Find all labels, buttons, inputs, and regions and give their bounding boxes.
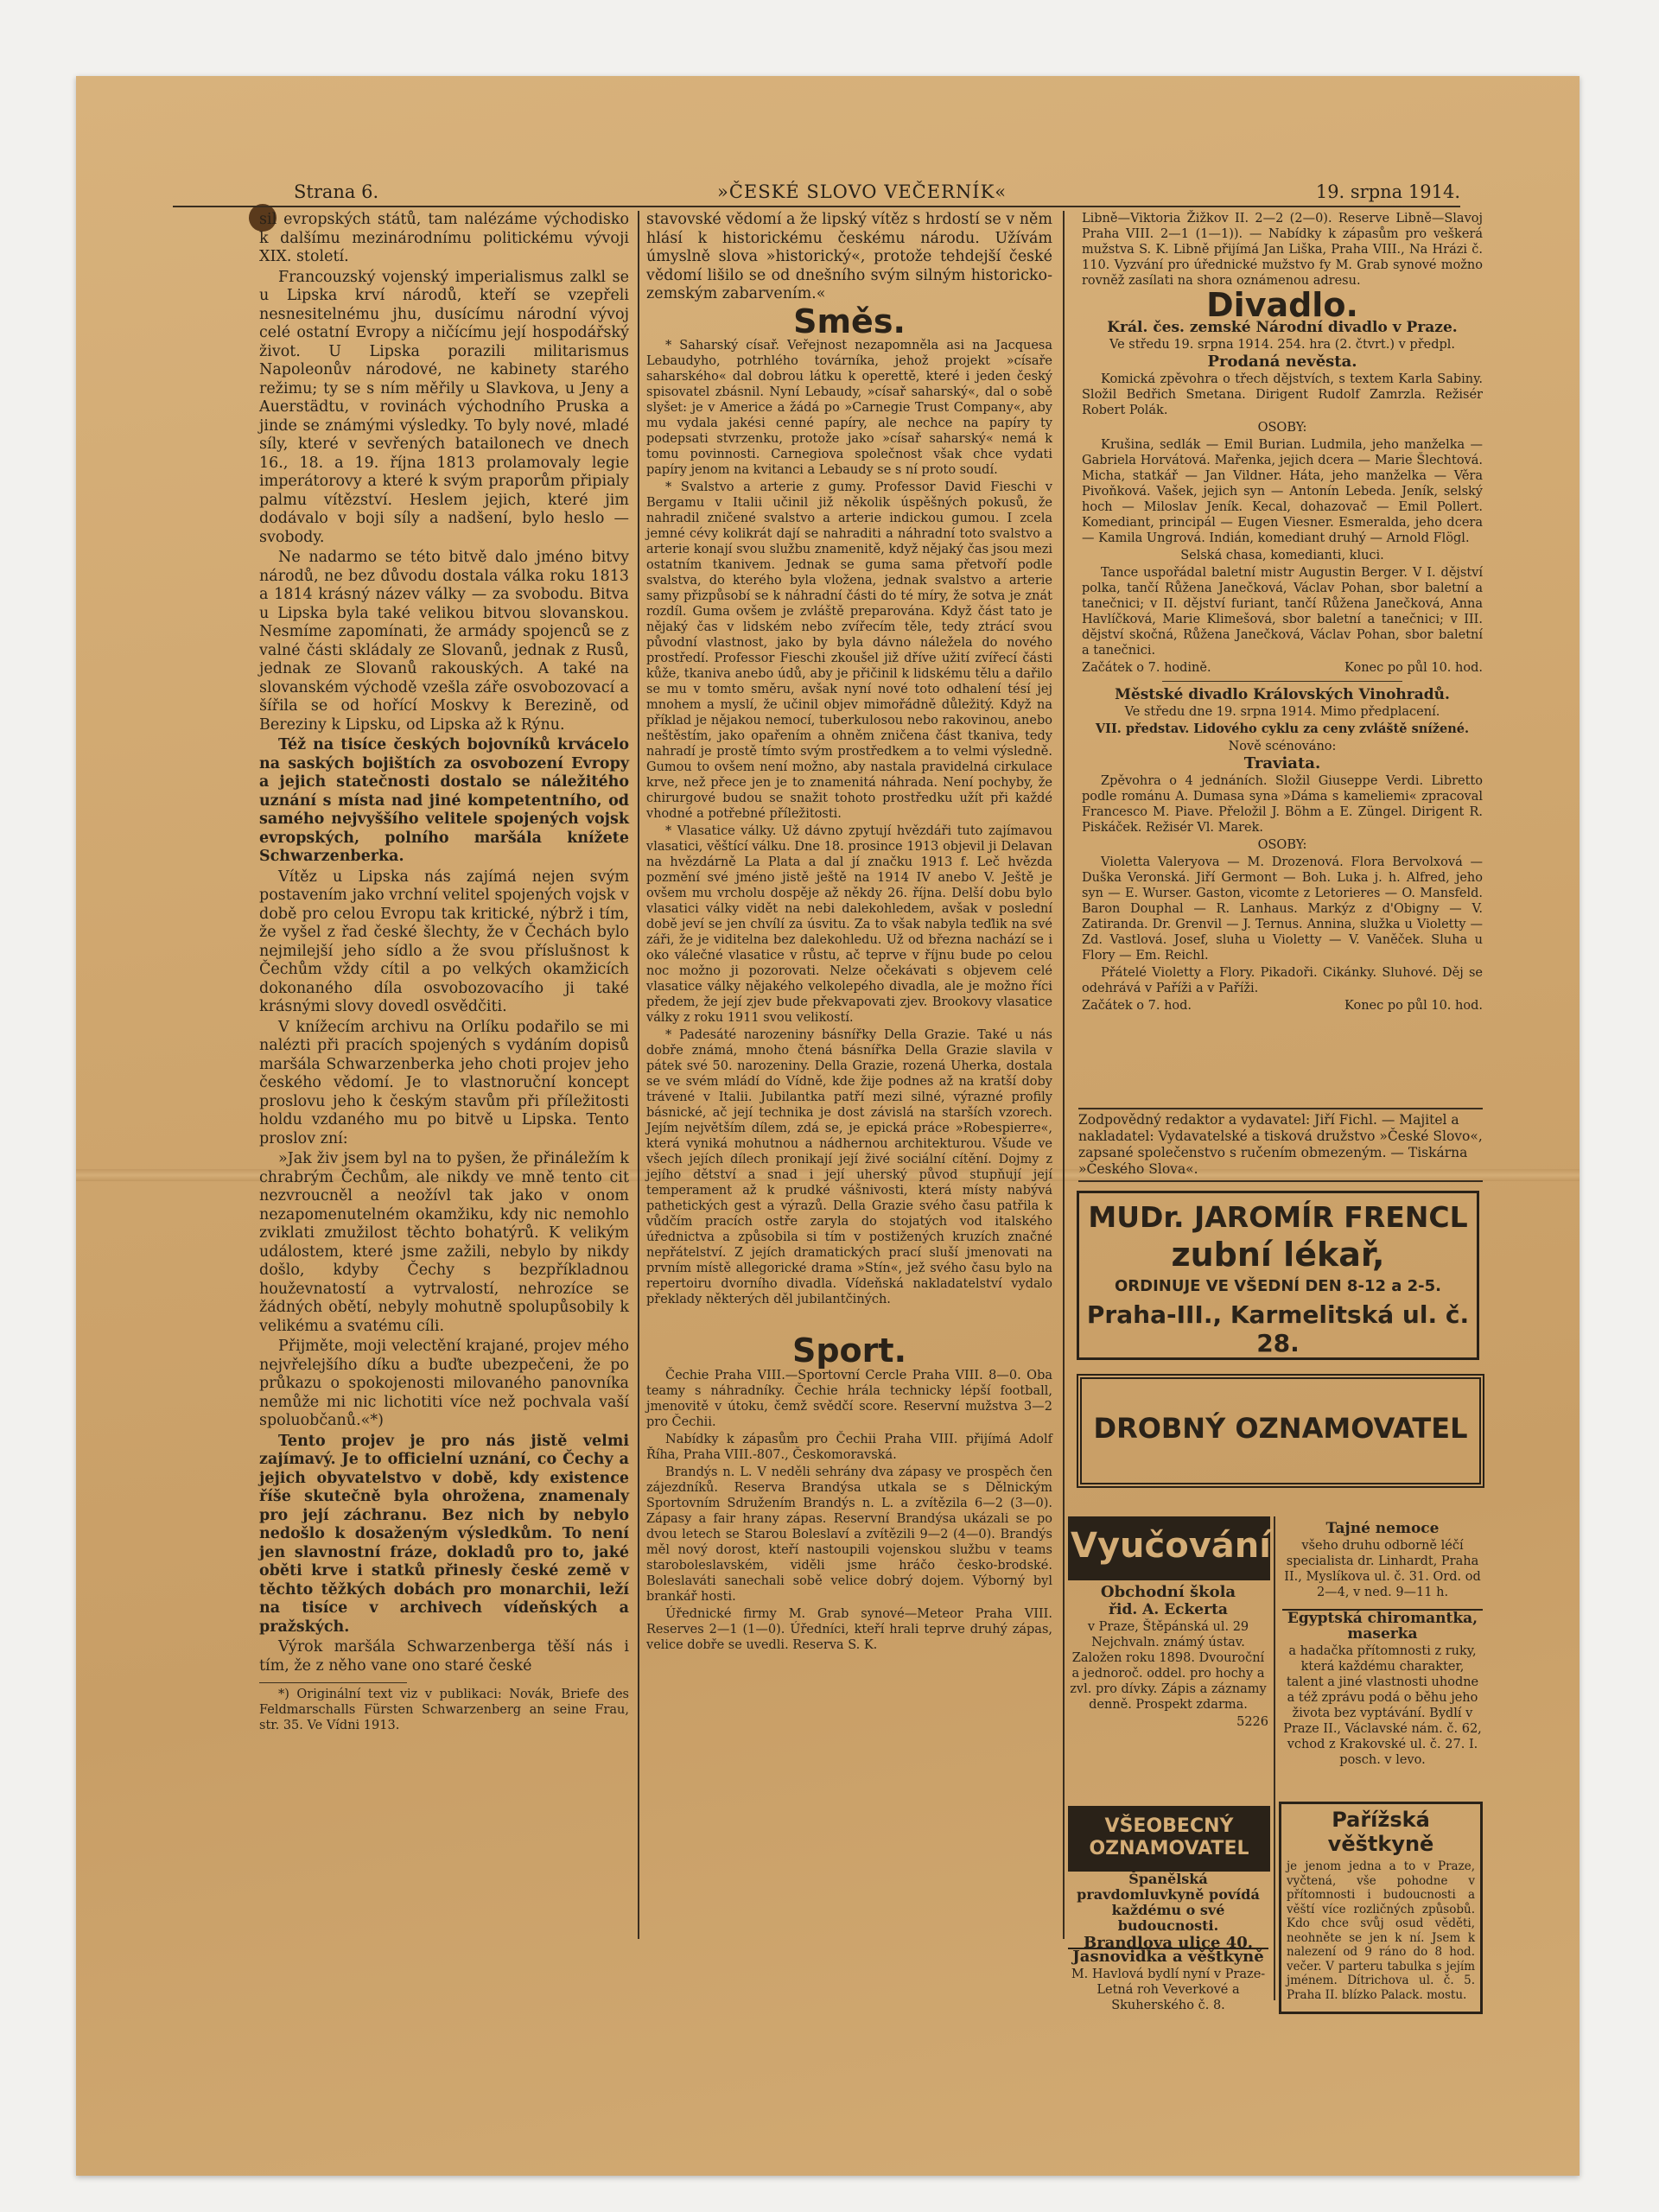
paragraph: Tento projev je pro nás jistě velmi zajímavý. Je to officielní uznání, co Čechy a jejich obyvatelstvo v době, kdy existence říše skutečně byla ohrožena, znamenaly pro její záchranu. Bez nich by nebylo nedošlo k dosaženým výsledkům. To není jen slavnostní fráze, dokladů pro to, jaké oběti krve i statků přinesly české země v těchto těžkých dobách pro monarchii, leží na tisíce v archivech vídeňských a pražských.: [259, 1432, 629, 1636]
ad-vyucovani: [1068, 1516, 1270, 1580]
ad-tajne-text: všeho druhu odborně léčí specialista dr. Linhardt, Praha II., Myslíkova ul. č. 31. Ord. od 2—4, v ned. 9—11 h.: [1284, 1539, 1481, 1599]
performance-line: VII. představ. Lidového cyklu za ceny zvláště snížené.: [1095, 721, 1470, 736]
start-time: Začátek o 7. hod.: [1082, 999, 1192, 1013]
new-staging: Nově scénováno:: [1228, 740, 1337, 753]
cast-heading: OSOBY:: [1257, 421, 1307, 435]
section-title-divadlo: Divadlo.: [1206, 286, 1358, 324]
ad-skola-num: 5226: [1236, 1715, 1268, 1729]
paragraph: Libně—Viktoria Žižkov II. 2—2 (2—0). Reserve Libně—Slavoj Praha VIII. 2—1 (1—1)). — Nabídky k zápasům pro veškerá mužstva S. K. Libně přijímá Jan Liška, Praha VIII., Na Hrázi č. 110. Vyzvání pro úřednické mužstvo fy M. Grab synové možno rovněž zasílati na shora oznámenou adresu.: [1082, 212, 1483, 288]
paragraph: Výrok maršála Schwarzenberga těší nás i tím, že z něho vane ono staré české: [259, 1638, 629, 1675]
ad-drobny-oznamovatel: [1077, 1374, 1484, 1488]
ad-jasnovidka-title: Jasnovidka a věštkyně: [1072, 1948, 1264, 1966]
play-description: Komická zpěvohra o třech dějstvích, s textem Karla Sabiny. Složil Bedřich Smetana. Dirigent Rudolf Zamrzla. Režisér Robert Polák.: [1082, 372, 1483, 417]
paragraph: V knížecím archivu na Orlíku podařilo se mi nalézti při pracích spojených s vydáním dopisů maršála Schwarzenberka jeho choti projev jeho českého vědomí. Je to vlastnoruční koncept proslovu jeho k českým stavům při příležitosti holdu vzdaného mu po bitvě u Lipska. Tento proslov zní:: [259, 1018, 629, 1147]
performance-line: Ve středu 19. srpna 1914. 254. hra (2. čtvrt.) v předpl.: [1109, 338, 1456, 352]
column-rule: [1063, 211, 1065, 1939]
play-description: Zpěvohra o 4 jednáních. Složil Giuseppe Verdi. Libretto podle románu A. Dumasa syna »Dáma s kameliemi« zpracoval Francesco M. Piave. Přeložil J. Böhm a E. Züngel. Dirigent R. Piskáček. Režisér Vl. Marek.: [1082, 774, 1483, 835]
column-2: [646, 211, 1052, 1939]
divider: [1162, 681, 1402, 682]
page-number: Strana 6.: [294, 181, 379, 202]
paragraph: stavovské vědomí a že lipský vítěz s hrdostí se v něm hlásí k historickému českému národu. Užívám úmyslně slova »historický«, protože tehdejší české vědomí lišilo se od dnešního svým silným historicko-zemským zabarvením.«: [646, 211, 1052, 302]
play-title: Prodaná nevěsta.: [1207, 353, 1357, 371]
paragraph: sil evropských států, tam nalézáme východisko k dalšímu mezinárodnímu politickému vývoji XIX. století.: [259, 211, 629, 265]
paragraph: Vítěz u Lipska nás zajímá nejen svým postavením jako vrchní velitel spojených vojsk v době pro celou Evropu tak kritické, nýbrž i tím, že vyšel z řad české šlechty, že v Čechách bylo nejmilejší jeho sídlo a že svou příslušnost k Čechům vždy cítil a po velkých okamžicích dokonaného díla osvobozovacího ji také krásnými slovy dovedl osvědčiti.: [259, 868, 629, 1015]
column-3: [1082, 211, 1483, 1101]
time-line: [1082, 660, 1483, 676]
ad-jasnovidka-text: M. Havlová bydlí nyní v Praze-Letná roh Veverkové a Skuherského č. 8.: [1071, 1967, 1266, 2012]
section-title-smes: Směs.: [793, 302, 906, 340]
ad-parizska-text: je jenom jedna a to v Praze, vyčtená, vše pohodne v přítomnosti i budoucnosti a věští více rozličných způsobů. Kdo chce svůj osud věděti, neohněte se jen k ní. Jsem k nalezení od 9 ráno do 8 hod. večer. V parteru tabulka s jejím jménem. Dítrichova ul. č. 5. Praha II. blízko Palack. mostu.: [1287, 1859, 1475, 2002]
start-time: Začátek o 7. hodině.: [1082, 661, 1211, 675]
cast-heading: OSOBY:: [1257, 838, 1307, 852]
ad-column-rule: [1274, 1516, 1275, 2000]
ad-tajne-nemoce: [1282, 1521, 1483, 1607]
ad-frencl-address: Praha-III., Karmelitská ul. č. 28.: [1086, 1300, 1470, 1357]
article: * Svalstvo a arterie z gumy. Professor David Fieschi v Bergamu v Italii učinil již několik úspěšných pokusů, že nahradil zničené svalstvo a arterie indickou gumou. I zcela jemné cévy kolikrát dají se nahraditi a náhradní toto svalstvo a arterie konají svou službu znamenitě, když nějaký čas jsou mezi ostatním tkanivem. Jednak se guma sama přetvoří podle svalstva, do kterého byla vložena, jednak svalstvo a arterie samy přizpůsobí se k náhradní části do té míry, že sotva je znát rozdíl. Guma ovšem je zvláště preparována. Když část tato je nějaký čas v lidském nebo zvířecím těle, tedy ztrácí svou původní vlastnost, jako by byla dávno náležela do nového prostředí. Professor Fieschi zkoušel již dříve užití zvířecí části kůže, tkaniva anebo údů, aby je přičinil k lidskému tělu a dařilo se mu v tomto směru, avšak nyní nové toto odhalení tésí jej mnohem a myslí, že učinil objev mimořádně důležitý. Když na příklad je nějakou nemocí, tuberkulosou nebo rakovinou, anebo neštěstím, jako opařením a ohněm zničena část tkaniva, tedy nahradí je prostě tímto svým prostředkem a to velmi výsledně. Gumou to ovšem není možno, aby nastala pravidelná cirkulace krve, než přece jen je to znamenitá náhrada. Není pochyby, že chirurgové budou se snažit tohoto prostředku užít při každé vhodné a potřebné příležitosti.: [646, 480, 1052, 821]
theatre-name: Král. čes. zemské Národní divadlo v Praze.: [1107, 319, 1458, 336]
footnote: *) Originální text viz v publikaci: Novák, Briefe des Feldmarschalls Fürsten Schwarzenberg an seine Frau, str. 35. Ve Vídni 1913.: [259, 1688, 629, 1732]
ad-vseobecny-title: VŠEOBECNÝ OZNAMOVATEL: [1089, 1815, 1249, 1859]
page-header: [173, 181, 1460, 207]
column-rule: [638, 211, 639, 1939]
paragraph: Přátelé Violetty a Flory. Pikadoři. Cikánky. Sluhové. Děj se odehrává v Paříži a v Paříži.: [1082, 966, 1483, 995]
play-title: Traviata.: [1243, 754, 1321, 772]
section-title-sport: Sport.: [791, 1332, 907, 1370]
end-time: Konec po půl 10. hod.: [1344, 661, 1483, 675]
ad-vseobecny-text: Španělská pravdomluvkyně povídá každému o své budoucnosti.: [1077, 1871, 1260, 1934]
ad-drobny-title: DROBNÝ OZNAMOVATEL: [1093, 1412, 1468, 1445]
issue-date: 19. srpna 1914.: [1315, 181, 1460, 202]
article: * Padesáté narozeniny básnířky Della Grazie. Také u nás dobře známá, mnoho čtená básnířka Della Grazie slavila v pátek své 50. narozeniny. Della Grazie, rozená Uherka, dostala se ve svém mládí do Vídně, kde žije podnes až na kratší doby trávené v Italii. Jubilantka patří mezi silné, výrazné profily básnické, ač její technika je dost závislá na starších vzorech. Jejím největším dílem, zdá se, je epická práce »Robespierre«, která vyniká mohutnou a nádhernou architekturou. Všude ve všech jejích dílech pronikají její živé sociální cítění. Dojmy z jejího dětství a snad i její uherský původ stupňují její temperament až k prudké vášnivosti, která místy nabývá pathetických gest a výrazů. Della Grazie svého času patřila k vůdčím pracích ostře zaryla do stojatých vod italského úřednictva a způsobila si tím v postižených kruzích značné nepřátelství. Z jejích dramatických prací sluší jmenovati na prvním místě allegorické drama »Stín«, jež svého času bylo na repertoiru dvorního divadla. Vídeňská nakladatelství vydalo překlady některých děl jubilantčiných.: [646, 1028, 1052, 1306]
ad-skola: [1068, 1583, 1268, 1729]
ad-tajne-title: Tajné nemoce: [1325, 1520, 1440, 1537]
ad-egyptska-title: Egyptská chiromantka, maserka: [1287, 1610, 1478, 1643]
article: * Saharský císař. Veřejnost nezapomněla asi na Jacquesa Lebaudyho, potrhlého továrníka, jehož projekt »císaře saharského« dal dobrou látku k operettě, které i jeden český spisovatel zbásnil. Nyní Lebaudy, »císař saharský«, dal o sobě slyšet: je v Americe a žádá po »Carnegie Trust Company«, aby mu vydala jakési cenné papíry, ale nechce na papíry ty podepsati stvrzenku, protože jako »císař saharský« nemá k tomu povinnosti. Carnegiova společnost však chce vydati papíry jenom na kvitanci a Lebaudy se s ní proto soudí.: [646, 339, 1052, 477]
paragraph: »Jak živ jsem byl na to pyšen, že přináležím k chrabrým Čechům, ale nikdy ve mně tento cit nezvroucněl a neožívl tak jako v onom nezapomenutelném okamžiku, kdy nic nemohlo zviklati zmužilost těchto bohatýrů. K velikým událostem, které jsme zažili, nebylo by nikdy došlo, kdyby Čechy s bezpříkladnou houževnatostí a vytrvalostí, nehrozíce se žádných obětí, nebyly mohutně spolupůsobily k velikému a svatému cíli.: [259, 1150, 629, 1335]
ad-parizska-title: Pařížská věštkyně: [1327, 1808, 1434, 1856]
ad-vseobecny: [1068, 1806, 1270, 1872]
performance-line: Ve středu dne 19. srpna 1914. Mimo předplacení.: [1124, 705, 1440, 719]
dance-note: Tance uspořádal baletní mistr Augustin Berger. V I. dějství polka, tančí Růžena Janečková, Václav Pohan, sbor baletní a tanečnici; v II. dějství furiant, tančí Růžena Janečková, Anna Havlíčková, Marie Klimešová, sbor baletní a tanečnici; v III. dějství skočná, Růžena Janečková, Václav Pohan, sbor baletní a tanečnici.: [1082, 566, 1483, 658]
paragraph: Přijměte, moji velectění krajané, projev mého nejvřelejšího díku a buďte ubezpečeni, že po průkazu o spokojenosti milovaného panovníka nemůže mi nic lichotiti více než pochvala vaší spoluobčanů.«*): [259, 1338, 629, 1429]
time-line: [1082, 998, 1483, 1014]
chorus-line: Selská chasa, komedianti, kluci.: [1180, 549, 1384, 563]
article: * Vlasatice války. Už dávno zpytují hvězdáři tuto zajímavou vlasatici, věštící válku. Dne 18. prosince 1913 objevil ji Delavan na hvězdárně La Plata a dal jí značku 1913 f. Leč hvězda pozmění své jméno jistě ještě na 1914 IV anebo V. Ještě je ovšem mu vrcholu dospěje až někdy 26. října. Delší dobu bylo vlasatici války vidět na nebi dalekohledem, avšak v poslední době jeví se jen chvílí za úsvitu. Za to však nabyla teďlik na své záři, že je viditelna bez dalekohledu. Už od března nachází se i oko válečné vlasatice v růstu, ač teprve v říjnu bude po celou noc možno ji pozorovati. Nelze očekávati s objevem celé vlasatice války nějakého velkolepého divadla, ale je možno říci předem, že její zjev bude překvapovati zjev. Brookovy vlasatice války z roku 1911 svou velikostí.: [646, 824, 1052, 1025]
ad-skola-title: Obchodní škola: [1100, 1583, 1236, 1601]
article: Brandýs n. L. V neděli sehrány dva zápasy ve prospěch čen zájezdníků. Reserva Brandýsa utkala se s Dělnickým Sportovním Sdružením Brandýs n. L. a zvítězila 6—2 (3—0). Zápasy a fair hrany zápas. Reservní Brandýsa ukázali se po dvou letech se Starou Boleslaví a zvítězili 9—2 (4—0). Brandýs měl nový dorost, kteří nastoupili vojenskou službu v teams staroboleslavském, viděli jsme hráčo česko-brodské. Boleslaváti sanechali sobě velice dobrý dojem. Výborný byl brankář hosti.: [646, 1465, 1052, 1604]
ad-vyucovani-title: Vyučování: [1071, 1526, 1271, 1566]
article: Úřednické firmy M. Grab synové—Meteor Praha VIII. Reserves 2—1 (1—0). Úředníci, kteří hrali teprve druhý zápas, velice dobře se uvedli. Reserva S. K.: [646, 1606, 1052, 1652]
ad-vseobecny-body: [1068, 1871, 1268, 1952]
ad-skola-text: v Praze, Štěpánská ul. 29 Nejchvaln. známý ústav. Založen roku 1898. Dvouroční a jednoroč. oddel. pro hochy a zvl. pro dívky. Zápis a záznamy denně. Prospekt zdarma.: [1070, 1620, 1267, 1712]
column-1: [259, 211, 629, 1930]
cast-list: Violetta Valeryova — M. Drozenová. Flora Bervolxová — Duška Veronská. Jiří Germont — Boh. Luka j. h. Alfred, jeho syn — E. Wurser. Gaston, vicomte z Letorieres — O. Mansfeld. Baron Douphal — R. Lanhaus. Markýz z d'Obigny — V. Zatiranda. Dr. Grenvil — J. Ternus. Annina, služka u Violetty — Zd. Vastlová. Josef, sluha u Violetty — V. Vaněček. Sluha u Flory — Em. Reichl.: [1082, 855, 1483, 963]
ad-frencl-hours: ORDINUJE VE VŠEDNÍ DEN 8-12 a 2-5.: [1114, 1277, 1442, 1295]
article: Nabídky k zápasům pro Čechii Praha VIII. přijímá Adolf Říha, Praha VIII.-807., Českomoravská.: [646, 1432, 1052, 1462]
ad-frencl-name: MUDr. JAROMÍR FRENCL: [1088, 1200, 1468, 1234]
end-time: Konec po půl 10. hod.: [1344, 999, 1483, 1013]
paragraph: Francouzský vojenský imperialismus zalkl se u Lipska krví národů, kteří se vzepřeli nesnesitelnému jhu, dusícímu národní vývoj celé ostatní Evropy a ničícímu její hospodářský život. U Lipska porazili militarismus Napoleonův národové, ne kabinety starého režimu; ty se s ním měřily u Slavkova, u Jeny a Auerstädtu, v rovinách východního Pruska a jinde se známými výsledky. To byly nové, mladé síly, které v sevřených batailonech ve dnech 16., 18. a 19. října 1813 prolamovaly legie imperátorovy a které k svým praporům připialy palmu vítězství. Heslem jejich, které jim dodávalo v boji síly a nadšení, bylo heslo — svobody.: [259, 268, 629, 546]
ad-frencl: [1077, 1191, 1479, 1360]
cast-list: Krušina, sedlák — Emil Burian. Ludmila, jeho manželka — Gabriela Horvátová. Mařenka, jejich dcera — Marie Šlechtová. Micha, statkář — Jan Vildner. Háta, jeho manželka — Věra Pivoňková. Vašek, jejich syn — Antonín Lebeda. Jeník, selský hoch — Miloslav Jeník. Kecal, dohazovač — Emil Pollert. Komediant, principál — Eugen Viesner. Esmeralda, jeho dcera — Kamila Ungrová. Indián, komediant druhý — Arnold Flögl.: [1082, 438, 1483, 545]
paragraph: Též na tisíce českých bojovníků krvácelo na saských bojištích za osvobození Evropy a jejich statečnosti dostalo se náležitého uznání s místa nad jiné kompetentního, od samého nejvyššího velitele spojených vojsk evropských, polního maršála knížete Schwarzenberka.: [259, 736, 629, 865]
paragraph: Ne nadarmo se této bitvě dalo jméno bitvy národů, ne bez důvodu dostala válka roku 1813 a 1814 krásný název války — za svobodu. Bitva u Lipska byla také velikou bitvou slovanskou. Nesmíme zapomínati, že armády spojenců se z valné části skládaly ze Slovanů, jednak z Rusů, jednak ze Slovanů rakouských. A také na slovanském východě vzešla záře osvobozovací a šířila se od hořící Moskvy k Berezině, od Bereziny k Lipsku, od Lipska až k Rýnu.: [259, 549, 629, 734]
ad-vseobecny-addr: Brandlova ulice 40.: [1083, 1934, 1254, 1952]
ad-jasnovidka: [1068, 1948, 1268, 2027]
theatre-name: Městské divadlo Královských Vinohradů.: [1115, 686, 1450, 703]
article: Čechie Praha VIII.—Sportovní Cercle Praha VIII. 8—0. Oba teamy s náhradníky. Čechie hrála technicky lépší football, jmenovitě v útoku, čemž svědčí score. Reservní mužstva 3—2 pro Čechii.: [646, 1368, 1052, 1429]
ad-egyptska: [1282, 1609, 1483, 1792]
masthead: »ČESKÉ SLOVO VEČERNÍK«: [717, 181, 1007, 202]
ad-egyptska-text: a hadačka přítomnosti z ruky, která každému charakter, talent a jiné vlastnosti uhodne a též zprávu podá o běhu jeho života bez vyptávání. Bydlí v Praze II., Václavské nám. č. 62, vchod z Krakovské ul. č. 27. I. posch. v levo.: [1283, 1644, 1482, 1767]
ad-parizska: [1279, 1802, 1483, 2014]
ad-frencl-title: zubní lékař,: [1171, 1236, 1385, 1274]
imprint: Zodpovědný redaktor a vydavatel: Jiří Fichl. — Majitel a nakladatel: Vydavatelské a tisková družstvo »České Slovo«, zapsané společenstvo s ručením obmezeným. — Tiskárna »Českého Slova«.: [1078, 1108, 1483, 1182]
ad-skola-name: řid. A. Eckerta: [1109, 1601, 1228, 1618]
